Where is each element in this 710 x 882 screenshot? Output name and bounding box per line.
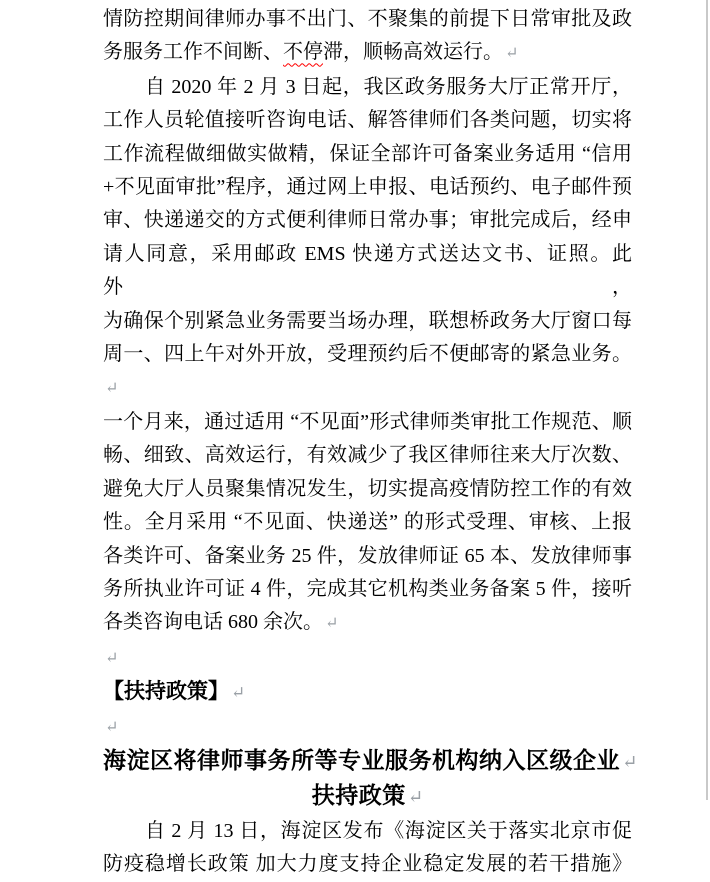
body-line xyxy=(103,305,632,338)
text-segment: 自 2 月 13 日，海淀区发布《海淀区关于落实北京市促 xyxy=(145,819,632,842)
text-segment: 审、快递递交的方式便利律师日常办事；审批完成后，经申 xyxy=(103,209,632,232)
body-line xyxy=(103,848,632,881)
body-line xyxy=(103,815,632,848)
paragraph-mark-icon: ↵ xyxy=(231,683,246,703)
text-segment: 工作人员轮值接听咨询电话、解答律师们各类问题，切实将 xyxy=(103,109,632,132)
spellcheck-flagged-text: 不停 xyxy=(283,41,323,64)
text-segment: 滞，顺畅高效运行。 xyxy=(323,41,503,64)
paragraph-mark-icon: ↵ xyxy=(407,787,424,808)
body-line xyxy=(103,573,632,606)
empty-line xyxy=(103,710,632,744)
text-segment: 一个月来，通过适用 “不见面”形式律师类审批工作规范、顺 xyxy=(103,410,632,433)
body-line xyxy=(103,439,632,472)
article-title-line xyxy=(103,744,638,780)
body-line xyxy=(103,506,632,539)
body-line xyxy=(103,204,632,237)
body-line xyxy=(103,473,632,506)
text-segment: 海淀区将律师事务所等专业服务机构纳入区级企业 xyxy=(103,747,620,773)
section-header xyxy=(103,675,632,709)
text-segment: 情防控期间律师办事不出门、不聚集的前提下日常审批及政 xyxy=(103,8,632,30)
body-line xyxy=(103,36,632,70)
text-segment: 性。全月采用 “不见面、快递送” 的形式受理、审核、上报 xyxy=(103,511,632,534)
body-line xyxy=(103,138,632,171)
body-line xyxy=(103,171,632,204)
body-line xyxy=(103,238,632,305)
body-line xyxy=(103,406,632,439)
text-segment: 请人同意，采用邮政 EMS 快递方式送达文书、证照。此外， xyxy=(103,242,632,299)
text-segment: 周一、四上午对外开放，受理预约后不便邮寄的紧急业务。 xyxy=(103,343,632,366)
article-title-line xyxy=(103,779,632,815)
text-segment: 【扶持政策】 xyxy=(103,679,229,704)
text-segment: 务所执业许可证 4 件，完成其它机构类业务备案 5 件，接听 xyxy=(103,577,632,600)
page-right-edge-line xyxy=(706,0,708,800)
body-line xyxy=(103,338,632,406)
text-segment: 自 2020 年 2 月 3 日起，我区政务服务大厅正常开厅， xyxy=(145,75,632,98)
text-segment: +不见面审批”程序，通过网上申报、电话预约、电子邮件预 xyxy=(103,176,632,199)
body-line xyxy=(103,71,632,104)
text-segment: 扶持政策 xyxy=(311,783,406,809)
paragraph-mark-icon: ↵ xyxy=(105,380,119,398)
body-line xyxy=(103,104,632,137)
body-line xyxy=(103,3,632,36)
empty-line xyxy=(103,641,632,675)
body-line xyxy=(103,606,632,640)
paragraph-mark-icon: ↵ xyxy=(105,718,119,736)
text-segment: 工作流程做细做实做精，保证全部许可备案业务适用 “信用 xyxy=(103,142,632,165)
text-segment: 各类咨询电话 680 余次。 xyxy=(103,611,323,634)
text-segment: 畅、细致、高效运行，有效减少了我区律师往来大厅次数、 xyxy=(103,444,632,467)
text-segment: 避免大厅人员聚集情况发生，切实提高疫情防控工作的有效 xyxy=(103,477,632,500)
paragraph-mark-icon: ↵ xyxy=(105,649,119,667)
text-segment: 防疫稳增长政策 加大力度支持企业稳定发展的若干措施》 xyxy=(103,853,632,876)
text-segment: 务服务工作不间断、 xyxy=(103,41,283,64)
text-segment: 为确保个别紧急业务需要当场办理，联想桥政务大厅窗口每 xyxy=(103,309,632,332)
body-line xyxy=(103,540,632,573)
paragraph-mark-icon: ↵ xyxy=(325,615,339,633)
paragraph-mark-icon: ↵ xyxy=(622,751,638,772)
text-segment: 各类许可、备案业务 25 件，发放律师证 65 本、发放律师事 xyxy=(103,544,632,567)
paragraph-mark-icon: ↵ xyxy=(505,45,519,63)
document-text-area xyxy=(103,3,638,882)
